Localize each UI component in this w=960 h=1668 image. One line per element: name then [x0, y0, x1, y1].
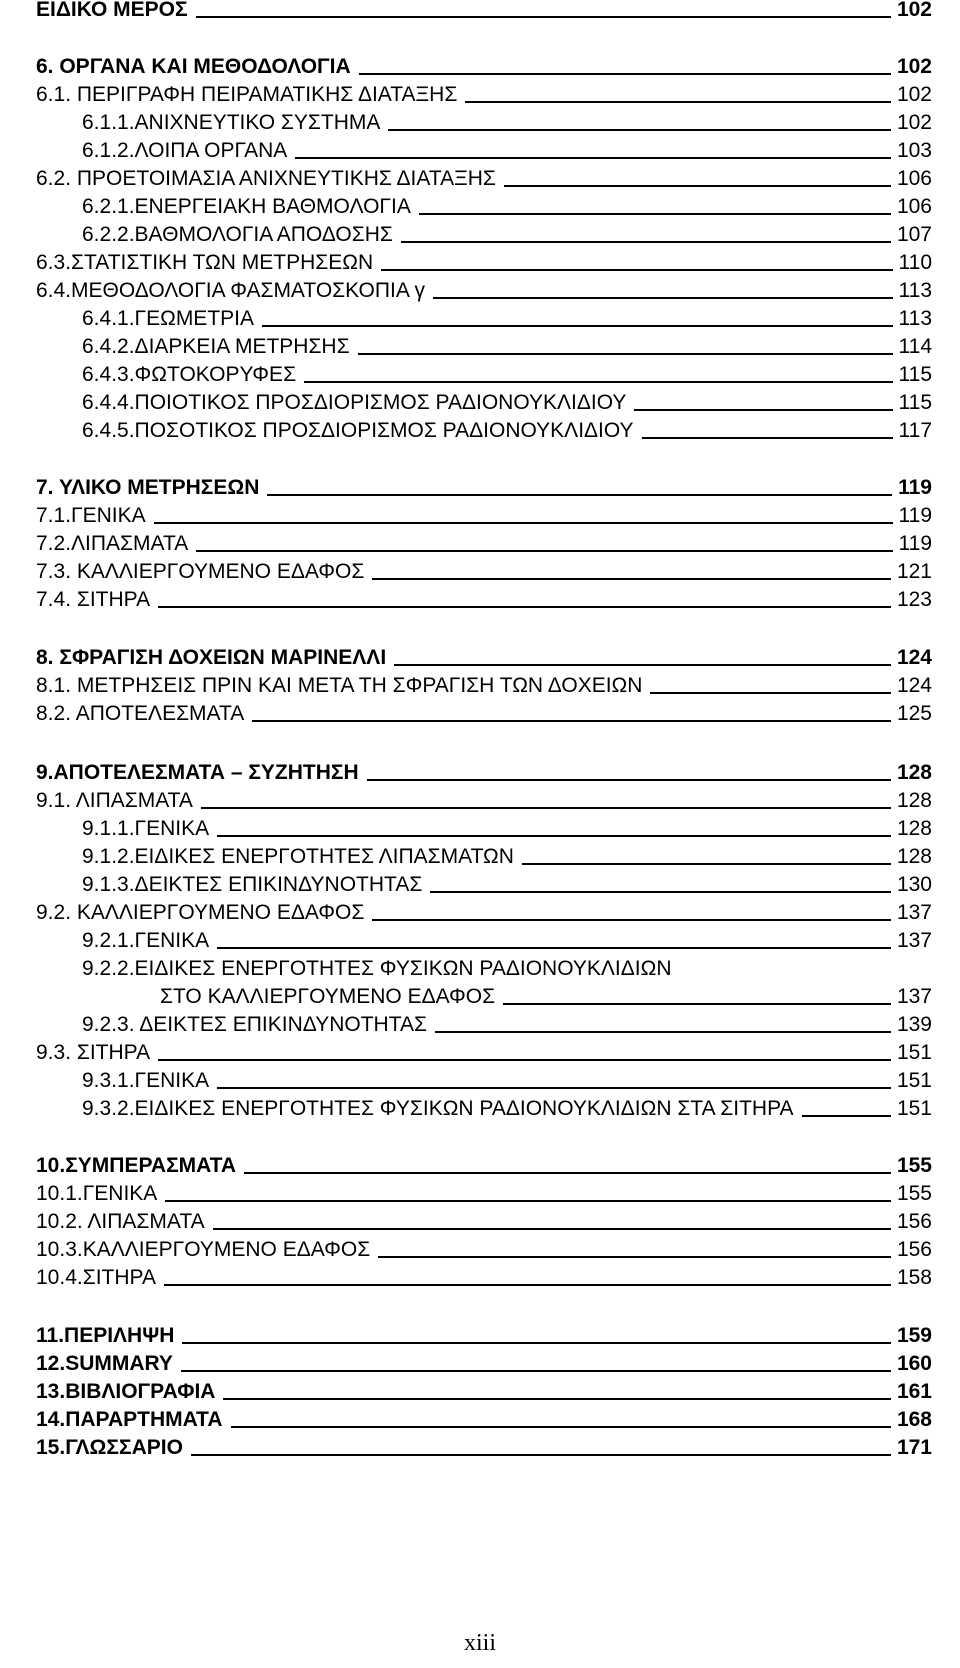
toc-entry [36, 1346, 932, 1376]
toc-entry-title: 10.1.ΓΕΝΙΚΑ [36, 1182, 158, 1205]
toc-entry [36, 470, 932, 500]
toc-entry-title: 10.2. ΛΙΠΑΣΜΑΤΑ [36, 1210, 205, 1233]
toc-leader-line [182, 1342, 891, 1344]
toc-leader-line [433, 297, 892, 299]
toc-entry-page: 121 [896, 560, 932, 583]
toc-entry-title: 13.ΒΙΒΛΙΟΓΡΑΦΙΑ [36, 1380, 216, 1403]
toc-entry-page: 110 [898, 251, 932, 274]
toc-entry [82, 105, 932, 135]
toc-entry-page: 115 [898, 391, 932, 414]
toc-entry-page: 106 [896, 195, 932, 218]
toc-entry-page: 102 [896, 0, 932, 21]
toc-entry-title: 6.4.3.ΦΩΤΟΚΟΡΥΦΕΣ [82, 363, 297, 386]
toc-leader-line [252, 720, 891, 722]
toc-entry [36, 49, 932, 79]
toc-leader-line [158, 606, 891, 608]
toc-leader-line [191, 1454, 891, 1456]
toc-entry-title: 6.4.5.ΠΟΣΟΤΙΚΟΣ ΠΡΟΣΔΙΟΡΙΣΜΟΣ ΡΑΔΙΟΝΟΥΚΛΙΔΙΟΥ [82, 419, 634, 442]
toc-leader-line [388, 129, 891, 131]
toc-entry-title: 7. ΥΛΙΚΟ ΜΕΤΡΗΣΕΩΝ [36, 476, 260, 499]
toc-entry-title: 8. ΣΦΡΑΓΙΣΗ ΔΟΧΕΙΩΝ ΜΑΡΙΝΕΛΛΙ [36, 646, 387, 669]
toc-entry [82, 923, 932, 953]
toc-entry [36, 696, 932, 726]
toc-leader-line [381, 269, 892, 271]
toc-entry-page: 124 [896, 674, 932, 697]
toc-leader-line [419, 213, 891, 215]
page-number-folio: xiii [463, 1630, 496, 1656]
toc-leader-line [213, 1228, 891, 1230]
toc-leader-line [359, 73, 891, 75]
toc-entry-title: 6.1.2.ΛΟΙΠΑ ΟΡΓΑΝΑ [82, 139, 288, 162]
toc-entry [36, 783, 932, 813]
toc-leader-line [372, 919, 891, 921]
toc-entry-page: 137 [896, 929, 932, 952]
toc-entry [36, 1430, 932, 1460]
toc-entry [36, 1204, 932, 1234]
toc-leader-line [367, 779, 891, 781]
toc-leader-line [231, 1426, 891, 1428]
toc-entry-page: 156 [896, 1238, 932, 1261]
toc-entry [160, 979, 932, 1009]
toc-entry-page: 115 [898, 363, 932, 386]
toc-entry-page: 158 [896, 1266, 932, 1289]
toc-entry-title: 9.2. ΚΑΛΛΙΕΡΓΟΥΜΕΝΟ ΕΔΑΦΟΣ [36, 901, 365, 924]
toc-entry-title: 9.1.3.ΔΕΙΚΤΕΣ ΕΠΙΚΙΝΔΥΝΟΤΗΤΑΣ [82, 873, 423, 896]
toc-entry-title: 6.4.ΜΕΘΟΔΟΛΟΓΙΑ ΦΑΣΜΑΤΟΣΚΟΠΙΑ γ [36, 279, 426, 302]
toc-entry-page: 114 [898, 335, 932, 358]
toc-entry [82, 867, 932, 897]
toc-entry-page: 161 [896, 1380, 932, 1403]
toc-entry-page: 102 [896, 111, 932, 134]
toc-entry-page: 106 [896, 167, 932, 190]
toc-leader-line [642, 437, 893, 439]
toc-leader-line [401, 241, 891, 243]
toc-entry-title: 11.ΠΕΡΙΛΗΨΗ [36, 1324, 175, 1347]
toc-entry-title: 9.ΑΠΟΤΕΛΕΣΜΑΤΑ – ΣΥΖΗΤΗΣΗ [36, 761, 359, 784]
toc-entry-page: 151 [896, 1041, 932, 1064]
toc-entry [82, 217, 932, 247]
toc-entry [82, 1007, 932, 1037]
toc-entry-title: 9.3. ΣΙΤΗΡΑ [36, 1041, 151, 1064]
toc-entry-title: 6.4.1.ΓΕΩΜΕΤΡΙΑ [82, 307, 254, 330]
toc-entry-title: 9.3.1.ΓΕΝΙΚΑ [82, 1069, 210, 1092]
toc-entry-title: 6.2.2.ΒΑΘΜΟΛΟΓΙΑ ΑΠΟΔΟΣΗΣ [82, 223, 393, 246]
toc-entry [82, 385, 932, 415]
toc-entry-page: 130 [896, 873, 932, 896]
toc-entry-title: 9.2.3. ΔΕΙΚΤΕΣ ΕΠΙΚΙΝΔΥΝΟΤΗΤΑΣ [82, 1013, 427, 1036]
toc-entry-page: 159 [896, 1324, 932, 1347]
toc-leader-line [465, 101, 891, 103]
toc-entry [36, 1148, 932, 1178]
toc-entry-title: 6.1. ΠΕΡΙΓΡΑΦΗ ΠΕΙΡΑΜΑΤΙΚΗΣ ΔΙΑΤΑΞΗΣ [36, 83, 458, 106]
toc-entry [36, 273, 932, 303]
toc-leader-line [650, 692, 891, 694]
toc-entry [36, 640, 932, 670]
toc-leader-line [262, 325, 893, 327]
toc-entry-page: 137 [896, 901, 932, 924]
toc-entry-page: 123 [896, 588, 932, 611]
toc-leader-line [217, 835, 891, 837]
toc-entry-page: 168 [896, 1408, 932, 1431]
toc-entry [82, 189, 932, 219]
toc-entry [82, 329, 932, 359]
toc-entry-page: 119 [898, 476, 932, 499]
toc-entry [82, 413, 932, 443]
toc-entry-page: 117 [898, 419, 932, 442]
toc-leader-line [358, 353, 893, 355]
toc-entry-title: 9.2.1.ΓΕΝΙΚΑ [82, 929, 210, 952]
toc-entry [82, 951, 932, 981]
toc-entry-page: 125 [896, 702, 932, 725]
toc-entry-title: 7.1.ΓΕΝΙΚΑ [36, 504, 146, 527]
toc-leader-line [295, 157, 891, 159]
toc-entry [36, 554, 932, 584]
toc-leader-line [435, 1031, 891, 1033]
toc-entry-page: 155 [896, 1154, 932, 1177]
toc-entry-page: 128 [896, 761, 932, 784]
toc-entry-title: 10.4.ΣΙΤΗΡΑ [36, 1266, 156, 1289]
toc-entry [82, 811, 932, 841]
toc-entry-title: 7.3. ΚΑΛΛΙΕΡΓΟΥΜΕΝΟ ΕΔΑΦΟΣ [36, 560, 365, 583]
toc-entry [36, 668, 932, 698]
toc-entry [82, 301, 932, 331]
toc-entry-page: 103 [896, 139, 932, 162]
toc-entry-title: 6. ΟΡΓΑΝΑ ΚΑΙ ΜΕΘΟΔΟΛΟΓΙΑ [36, 55, 351, 78]
toc-leader-line [372, 578, 891, 580]
toc-entry-page: 160 [896, 1352, 932, 1375]
toc-entry [36, 755, 932, 785]
toc-entry-page: 102 [896, 83, 932, 106]
toc-entry-page: 119 [898, 504, 932, 527]
toc-entry-title: 6.4.2.ΔΙΑΡΚΕΙΑ ΜΕΤΡΗΣΗΣ [82, 335, 350, 358]
toc-entry-title: 10.3.ΚΑΛΛΙΕΡΓΟΥΜΕΝΟ ΕΔΑΦΟΣ [36, 1238, 371, 1261]
toc-entry-title: 6.3.ΣΤΑΤΙΣΤΙΚΗ ΤΩΝ ΜΕΤΡΗΣΕΩΝ [36, 251, 374, 274]
toc-entry [82, 1063, 932, 1093]
toc-entry-page: 113 [898, 279, 932, 302]
toc-entry [36, 582, 932, 612]
toc-leader-line [504, 185, 891, 187]
toc-leader-line [196, 16, 891, 18]
toc-leader-line [223, 1398, 891, 1400]
toc-entry-title: 15.ΓΛΩΣΣΑΡΙΟ [36, 1436, 183, 1459]
toc-leader-line [522, 863, 891, 865]
toc-entry-page: 137 [896, 985, 932, 1008]
toc-entry [36, 526, 932, 556]
toc-entry-page: 102 [896, 55, 932, 78]
toc-entry-page: 124 [896, 646, 932, 669]
toc-entry-page: 139 [896, 1013, 932, 1036]
toc-entry [82, 839, 932, 869]
toc-entry-title: 10.ΣΥΜΠΕΡΑΣΜΑΤΑ [36, 1154, 237, 1177]
toc-entry [82, 357, 932, 387]
toc-entry-title: ΕΙΔΙΚΟ ΜΕΡΟΣ [36, 0, 188, 21]
toc-entry [36, 1260, 932, 1290]
toc-entry [36, 895, 932, 925]
toc-entry [82, 1091, 932, 1121]
toc-entry [36, 498, 932, 528]
toc-leader-line [217, 1087, 891, 1089]
toc-leader-line [304, 381, 892, 383]
toc-leader-line [267, 494, 892, 496]
toc-leader-line [503, 1003, 891, 1005]
toc-entry-title: 6.1.1.ΑΝΙΧΝΕΥΤΙΚΟ ΣΥΣΤΗΜΑ [82, 111, 381, 134]
toc-entry [36, 1318, 932, 1348]
toc-entry-page: 107 [896, 223, 932, 246]
toc-entry-title: 12.SUMMARY [36, 1352, 173, 1375]
toc-leader-line [802, 1115, 891, 1117]
toc-entry-title: 7.4. ΣΙΤΗΡΑ [36, 588, 151, 611]
toc-entry-page: 128 [896, 845, 932, 868]
toc-entry-page: 151 [896, 1097, 932, 1120]
toc-entry [36, 1035, 932, 1065]
toc-entry-page: 113 [898, 307, 932, 330]
toc-leader-line [165, 1200, 891, 1202]
toc-leader-line [244, 1172, 891, 1174]
toc-entry [82, 133, 932, 163]
toc-entry [36, 245, 932, 275]
toc-entry [36, 1402, 932, 1432]
toc-leader-line [394, 664, 891, 666]
toc-entry [36, 1232, 932, 1262]
toc-entry-title: 9.3.2.ΕΙΔΙΚΕΣ ΕΝΕΡΓΟΤΗΤΕΣ ΦΥΣΙΚΩΝ ΡΑΔΙΟΝΟΥΚΛΙΔΙΩΝ ΣΤΑ ΣΙΤΗΡΑ [82, 1097, 794, 1120]
toc-entry [36, 1374, 932, 1404]
toc-entry-page: 119 [898, 532, 932, 555]
toc-entry-title: 7.2.ΛΙΠΑΣΜΑΤΑ [36, 532, 189, 555]
toc-entry-page: 151 [896, 1069, 932, 1092]
toc-entry-page: 156 [896, 1210, 932, 1233]
toc-entry-page: 171 [896, 1436, 932, 1459]
toc-entry-title: 6.4.4.ΠΟΙΟΤΙΚΟΣ ΠΡΟΣΔΙΟΡΙΣΜΟΣ ΡΑΔΙΟΝΟΥΚΛΙΔΙΟΥ [82, 391, 627, 414]
toc-entry-title: 9.1.1.ΓΕΝΙΚΑ [82, 817, 210, 840]
toc-leader-line [201, 807, 891, 809]
toc-leader-line [634, 409, 892, 411]
toc-entry-title: 9.2.2.ΕΙΔΙΚΕΣ ΕΝΕΡΓΟΤΗΤΕΣ ΦΥΣΙΚΩΝ ΡΑΔΙΟΝΟΥΚΛΙΔΙΩΝ [82, 957, 672, 980]
toc-leader-line [181, 1370, 891, 1372]
toc-entry [36, 77, 932, 107]
toc-leader-line [164, 1284, 891, 1286]
toc-entry-title: 9.1.2.ΕΙΔΙΚΕΣ ΕΝΕΡΓΟΤΗΤΕΣ ΛΙΠΑΣΜΑΤΩΝ [82, 845, 514, 868]
toc-entry-title: 8.2. ΑΠΟΤΕΛΕΣΜΑΤΑ [36, 702, 245, 725]
toc-entry-title: 14.ΠΑΡΑΡΤΗΜΑΤΑ [36, 1408, 223, 1431]
toc-entry-title: ΣΤΟ ΚΑΛΛΙΕΡΓΟΥΜΕΝΟ ΕΔΑΦΟΣ [160, 985, 496, 1008]
toc-entry-title: 9.1. ΛΙΠΑΣΜΑΤΑ [36, 789, 193, 812]
toc-entry-page: 155 [896, 1182, 932, 1205]
toc-entry [36, 161, 932, 191]
toc-entry [36, 0, 932, 22]
toc-entry-title: 6.2.1.ΕΝΕΡΓΕΙΑΚΗ ΒΑΘΜΟΛΟΓΙΑ [82, 195, 411, 218]
toc-leader-line [378, 1256, 891, 1258]
toc-entry [36, 1176, 932, 1206]
toc-leader-line [154, 522, 893, 524]
toc-leader-line [196, 550, 892, 552]
toc-entry-title: 8.1. ΜΕΤΡΗΣΕΙΣ ΠΡΙΝ ΚΑΙ ΜΕΤΑ ΤΗ ΣΦΡΑΓΙΣΗ ΤΩΝ ΔΟΧΕΙΩΝ [36, 674, 643, 697]
toc-entry-page: 128 [896, 817, 932, 840]
toc-entry-page: 128 [896, 789, 932, 812]
toc-leader-line [430, 891, 891, 893]
toc-leader-line [158, 1059, 891, 1061]
toc-leader-line [217, 947, 891, 949]
toc-entry-title: 6.2. ΠΡΟΕΤΟΙΜΑΣΙΑ ΑΝΙΧΝΕΥΤΙΚΗΣ ΔΙΑΤΑΞΗΣ [36, 167, 496, 190]
